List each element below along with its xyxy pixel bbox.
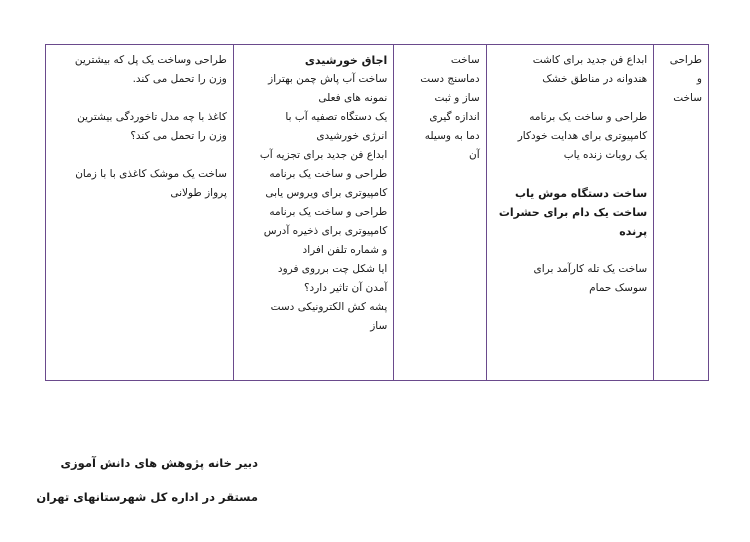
bold-line: پرنده — [619, 225, 648, 238]
text-line: پشه کش الکترونیکی دست — [270, 301, 388, 313]
text-line: انرژی خورشیدی — [316, 130, 388, 142]
text-line: هندوانه در مناطق خشک — [542, 73, 648, 85]
projects-cell-3 — [233, 45, 393, 381]
projects-cell-1 — [486, 45, 654, 381]
text-line: نمونه های فعلی — [318, 92, 388, 104]
text-line: ساخت یک تله کارآمد برای — [533, 263, 648, 275]
category-line: طراحی — [669, 54, 702, 66]
text-line: کاغذ با چه مدل تاخوردگی بیشترین — [77, 111, 227, 123]
text-line: و شماره تلفن افراد — [302, 244, 388, 256]
bold-line: ساخت دستگاه موش یاب — [515, 187, 648, 200]
text-line: ابداع فن جدید برای کاشت — [532, 54, 648, 66]
category-line: و — [696, 73, 702, 85]
category-cell — [654, 45, 709, 381]
text-line: آمدن آن تاثیر دارد؟ — [303, 282, 388, 294]
text-line: سوسک حمام — [589, 282, 648, 294]
text-line: ساز — [370, 320, 388, 332]
text-line: ساخت یک موشک کاغذی با با زمان — [75, 168, 227, 180]
text-line: طراحی و ساخت یک برنامه — [269, 168, 388, 180]
table-row — [46, 45, 709, 381]
category-line: ساخت — [673, 92, 702, 104]
text-line: ساخت — [450, 54, 480, 66]
text-line: ساز و ثبت — [434, 92, 480, 104]
text-line: آن — [469, 149, 480, 161]
text-line: طراحی و ساخت یک برنامه — [529, 111, 648, 123]
projects-cell-2 — [394, 45, 486, 381]
text-line: طراحی و ساخت یک برنامه — [269, 206, 388, 218]
projects-cell-4 — [46, 45, 234, 381]
text-line: ایا شکل چت برروی فرود — [277, 263, 388, 275]
text-line: ساخت آب پاش چمن بهتراز — [268, 73, 388, 85]
text-line: کامپیوتری برای ویروس یابی — [265, 187, 388, 199]
text-line: دماسنج دست — [420, 73, 480, 85]
text-line: یک روبات زنده یاب — [563, 149, 648, 161]
text-line: کامپیوتری برای ذخیره آدرس — [263, 225, 388, 237]
text-line: اندازه گیری — [429, 111, 480, 123]
project-table — [45, 44, 709, 381]
text-line: طراحی وساخت یک پل که بیشترین — [74, 54, 227, 66]
text-line: پرواز طولانی — [170, 187, 227, 199]
footer-line-2: مستقر در اداره کل شهرستانهای تهران — [36, 490, 258, 504]
footer-line-1: دبیر خانه پژوهش های دانش آموزی — [60, 456, 258, 470]
text-line: ابداع فن جدید برای تجزیه آب — [259, 149, 388, 161]
text-line: دما به وسیله — [424, 130, 480, 142]
text-line: وزن را تحمل می کند؟ — [130, 130, 227, 142]
text-line: وزن را تحمل می کند. — [132, 73, 227, 85]
text-line: یک دستگاه تصفیه آب با — [285, 111, 388, 123]
bold-line: ساخت یک دام برای حشرات — [498, 206, 648, 219]
cell-title: اجاق خورشیدی — [304, 54, 388, 67]
text-line: کامپیوتری برای هدایت خودکار — [517, 130, 648, 142]
